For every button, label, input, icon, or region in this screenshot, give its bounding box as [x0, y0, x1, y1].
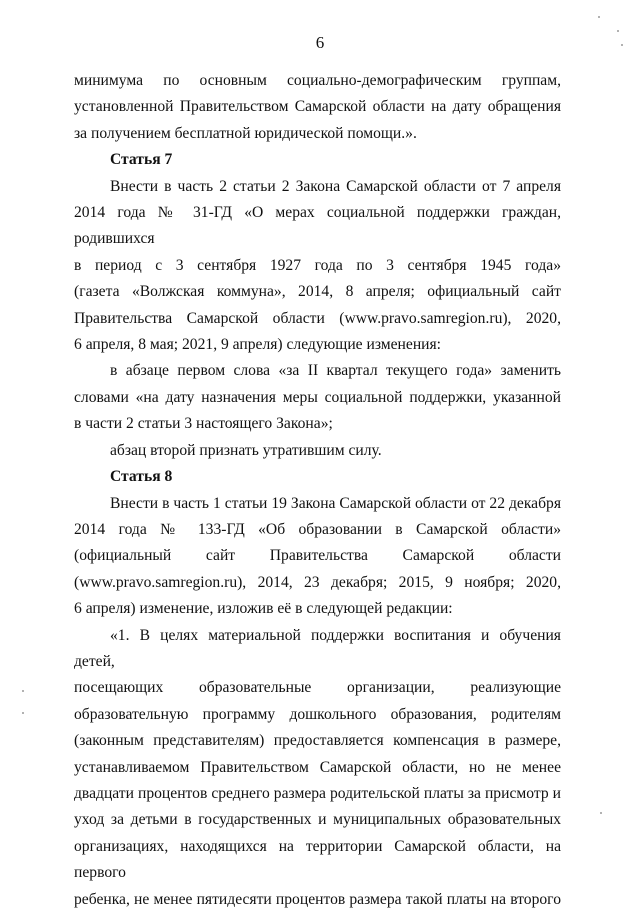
scan-speck [617, 30, 619, 32]
text-line: 6 апреля, 8 мая; 2021, 9 апреля) следующие изменения: [74, 336, 442, 354]
text-line: образовательную программу дошкольного образования, родителям [74, 705, 561, 723]
scan-speck [22, 690, 24, 692]
scan-speck [621, 44, 623, 46]
paragraph [74, 174, 561, 359]
text-line: ребенка, не менее пятидесяти процентов размера такой платы на второго [74, 890, 561, 908]
text-line: (www.pravo.samregion.ru), 2014, 23 декабря; 2015, 9 ноября; 2020, [74, 573, 561, 591]
paragraph [74, 358, 561, 437]
text-line: минимума по основным социально-демографическим группам, [74, 72, 561, 89]
text-line: Внести в часть 1 статьи 19 Закона Самарской области от 22 декабря [110, 494, 561, 512]
text-line: 2014 года № 133-ГД «Об образовании в Самарской области» [74, 520, 561, 538]
page-number: 6 [315, 33, 325, 52]
text-line: в период с 3 сентября 1927 года по 3 сентября 1945 года» [74, 256, 561, 274]
text-line: (официальный сайт Правительства Самарской области [74, 547, 561, 565]
text-line: (законным представителям) предоставляется компенсация в размере, [74, 732, 561, 750]
text-line: двадцати процентов среднего размера родительской платы за присмотр и [74, 784, 561, 802]
text-line: Внести в часть 2 статьи 2 Закона Самарской области от 7 апреля [110, 177, 561, 195]
paragraph [74, 438, 561, 464]
text-line: Правительства Самарской области (www.pravo.samregion.ru), 2020, [74, 309, 561, 327]
text-line: 6 апреля) изменение, изложив её в следующей редакции: [74, 600, 453, 618]
text-line: уход за детьми в государственных и муниципальных образовательных [74, 811, 561, 829]
text-line: 2014 года № 31-ГД «О мерах социальной поддержки граждан, родившихся [74, 204, 561, 248]
text-line: устанавливаемом Правительством Самарской области, но не менее [74, 758, 561, 776]
text-line: в абзаце первом слова «за II квартал текущего года» заменить [110, 362, 561, 380]
text-line: за получением бесплатной юридической помощи.». [74, 124, 417, 142]
text-line: «1. В целях материальной поддержки воспитания и обучения детей, [74, 626, 561, 670]
document-body [74, 68, 561, 913]
article-heading: Статья 7 [110, 151, 173, 169]
scan-speck [598, 16, 600, 18]
paragraph [74, 491, 561, 623]
scan-speck [22, 712, 24, 714]
text-line: посещающих образовательные организации, реализующие [74, 679, 561, 697]
text-line: установленной Правительством Самарской области на дату обращения [74, 98, 561, 116]
paragraph [74, 623, 561, 913]
text-line: в части 2 статьи 3 настоящего Закона»; [74, 415, 333, 433]
text-line: организациях, находящихся на территории Самарской области, на первого [74, 837, 561, 882]
article-heading: Статья 8 [110, 468, 173, 486]
paragraph [74, 68, 561, 147]
text-line: (газета «Волжская коммуна», 2014, 8 апреля; официальный сайт [74, 283, 561, 301]
text-line: абзац второй признать утратившим силу. [110, 441, 382, 459]
scan-speck [600, 812, 602, 814]
text-line: словами «на дату назначения меры социальной поддержки, указанной [74, 388, 561, 406]
